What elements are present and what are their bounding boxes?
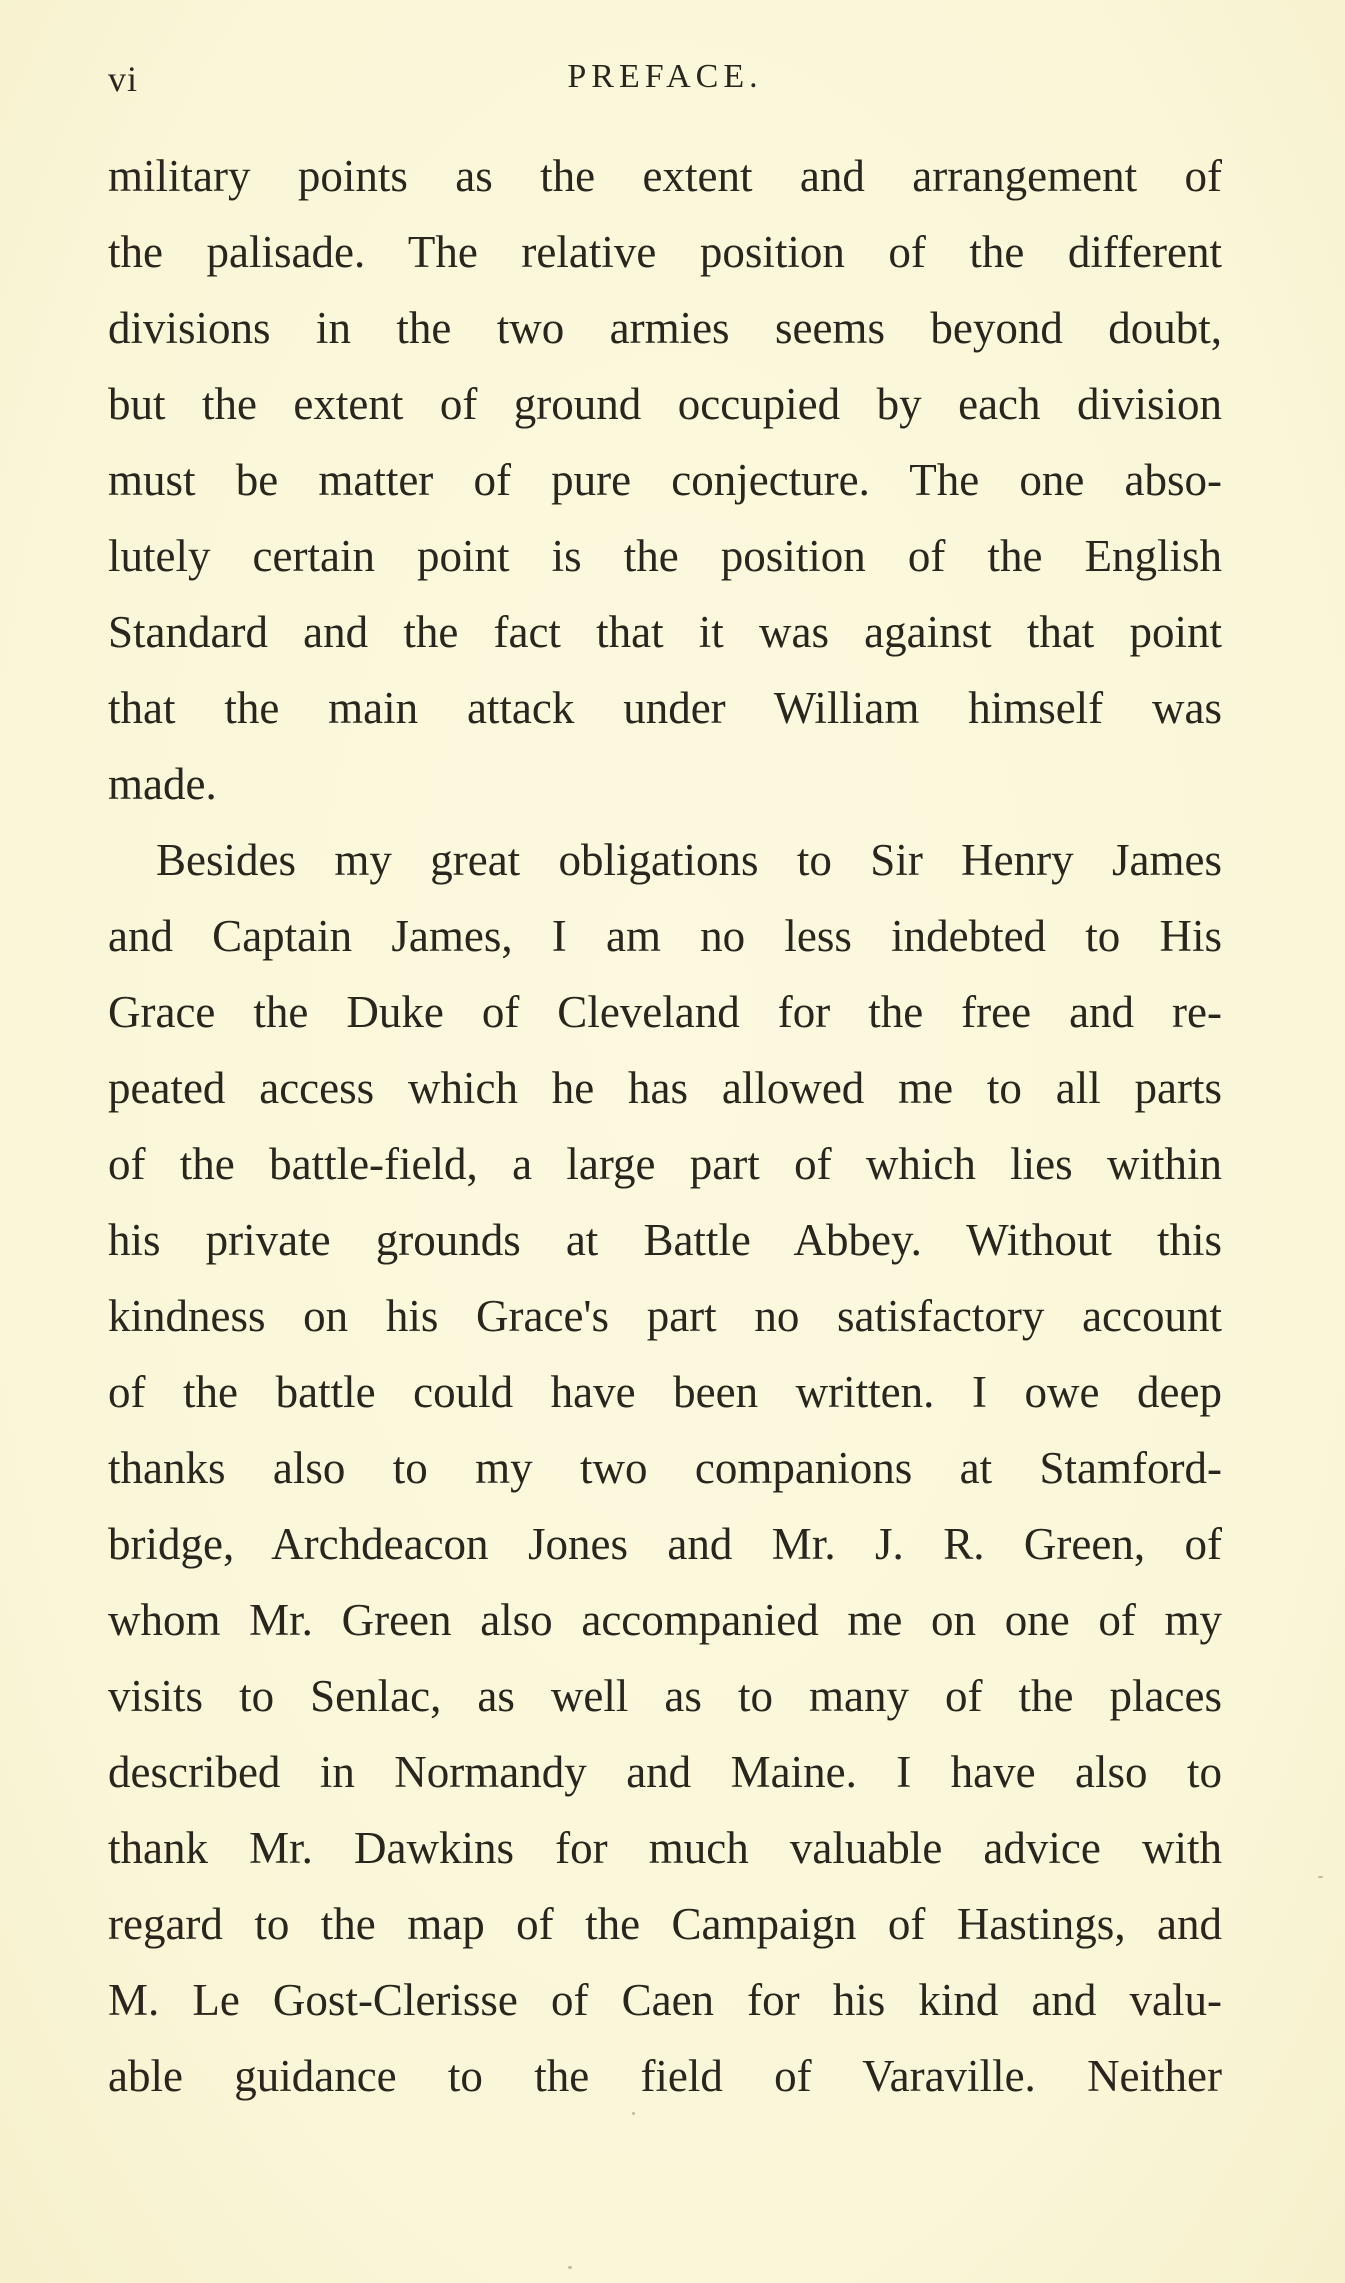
text-line: the palisade. The relative position of the different — [108, 227, 1222, 277]
paper-speck — [632, 2112, 635, 2115]
text-line: visits to Senlac, as well as to many of the places — [108, 1671, 1222, 1721]
text-line: his private grounds at Battle Abbey. Without this — [108, 1215, 1222, 1265]
body-text — [108, 138, 1222, 2114]
text-line: that the main attack under William himself was — [108, 683, 1222, 733]
text-line: of the battle could have been written. I owe deep — [108, 1367, 1222, 1417]
text-line: regard to the map of the Campaign of Hastings, and — [108, 1899, 1222, 1949]
text-line: thanks also to my two companions at Stamford- — [108, 1443, 1222, 1493]
text-line: whom Mr. Green also accompanied me on one of my — [108, 1595, 1222, 1645]
text-line: must be matter of pure conjecture. The one abso- — [108, 455, 1222, 505]
text-line: M. Le Gost-Clerisse of Caen for his kind and valu- — [108, 1975, 1222, 2025]
text-line: and Captain James, I am no less indebted to His — [108, 911, 1222, 961]
text-line: kindness on his Grace's part no satisfactory account — [108, 1291, 1222, 1341]
running-title: PREFACE. — [567, 58, 763, 95]
paper-speck — [1318, 1876, 1323, 1878]
text-line: able guidance to the field of Varaville. Neither — [108, 2051, 1222, 2101]
text-line: but the extent of ground occupied by each division — [108, 379, 1222, 429]
text-line: divisions in the two armies seems beyond doubt, — [108, 303, 1222, 353]
text-line: described in Normandy and Maine. I have also to — [108, 1747, 1222, 1797]
text-line: bridge, Archdeacon Jones and Mr. J. R. Green, of — [108, 1519, 1222, 1569]
page-number: vi — [108, 59, 139, 99]
text-line: Grace the Duke of Cleveland for the free and re- — [108, 987, 1222, 1037]
text-line: military points as the extent and arrangement of — [108, 151, 1222, 201]
text-line: of the battle-field, a large part of which lies within — [108, 1139, 1222, 1189]
text-line: made. — [108, 759, 217, 809]
text-line: lutely certain point is the position of the English — [108, 531, 1222, 581]
text-line: thank Mr. Dawkins for much valuable advice with — [108, 1823, 1222, 1873]
text-line: peated access which he has allowed me to all parts — [108, 1063, 1222, 1113]
paragraph-start-line: Besides my great obligations to Sir Henry James — [156, 835, 1222, 885]
paper-speck — [568, 2266, 572, 2269]
text-line: Standard and the fact that it was against that point — [108, 607, 1222, 657]
running-head — [108, 58, 1222, 114]
